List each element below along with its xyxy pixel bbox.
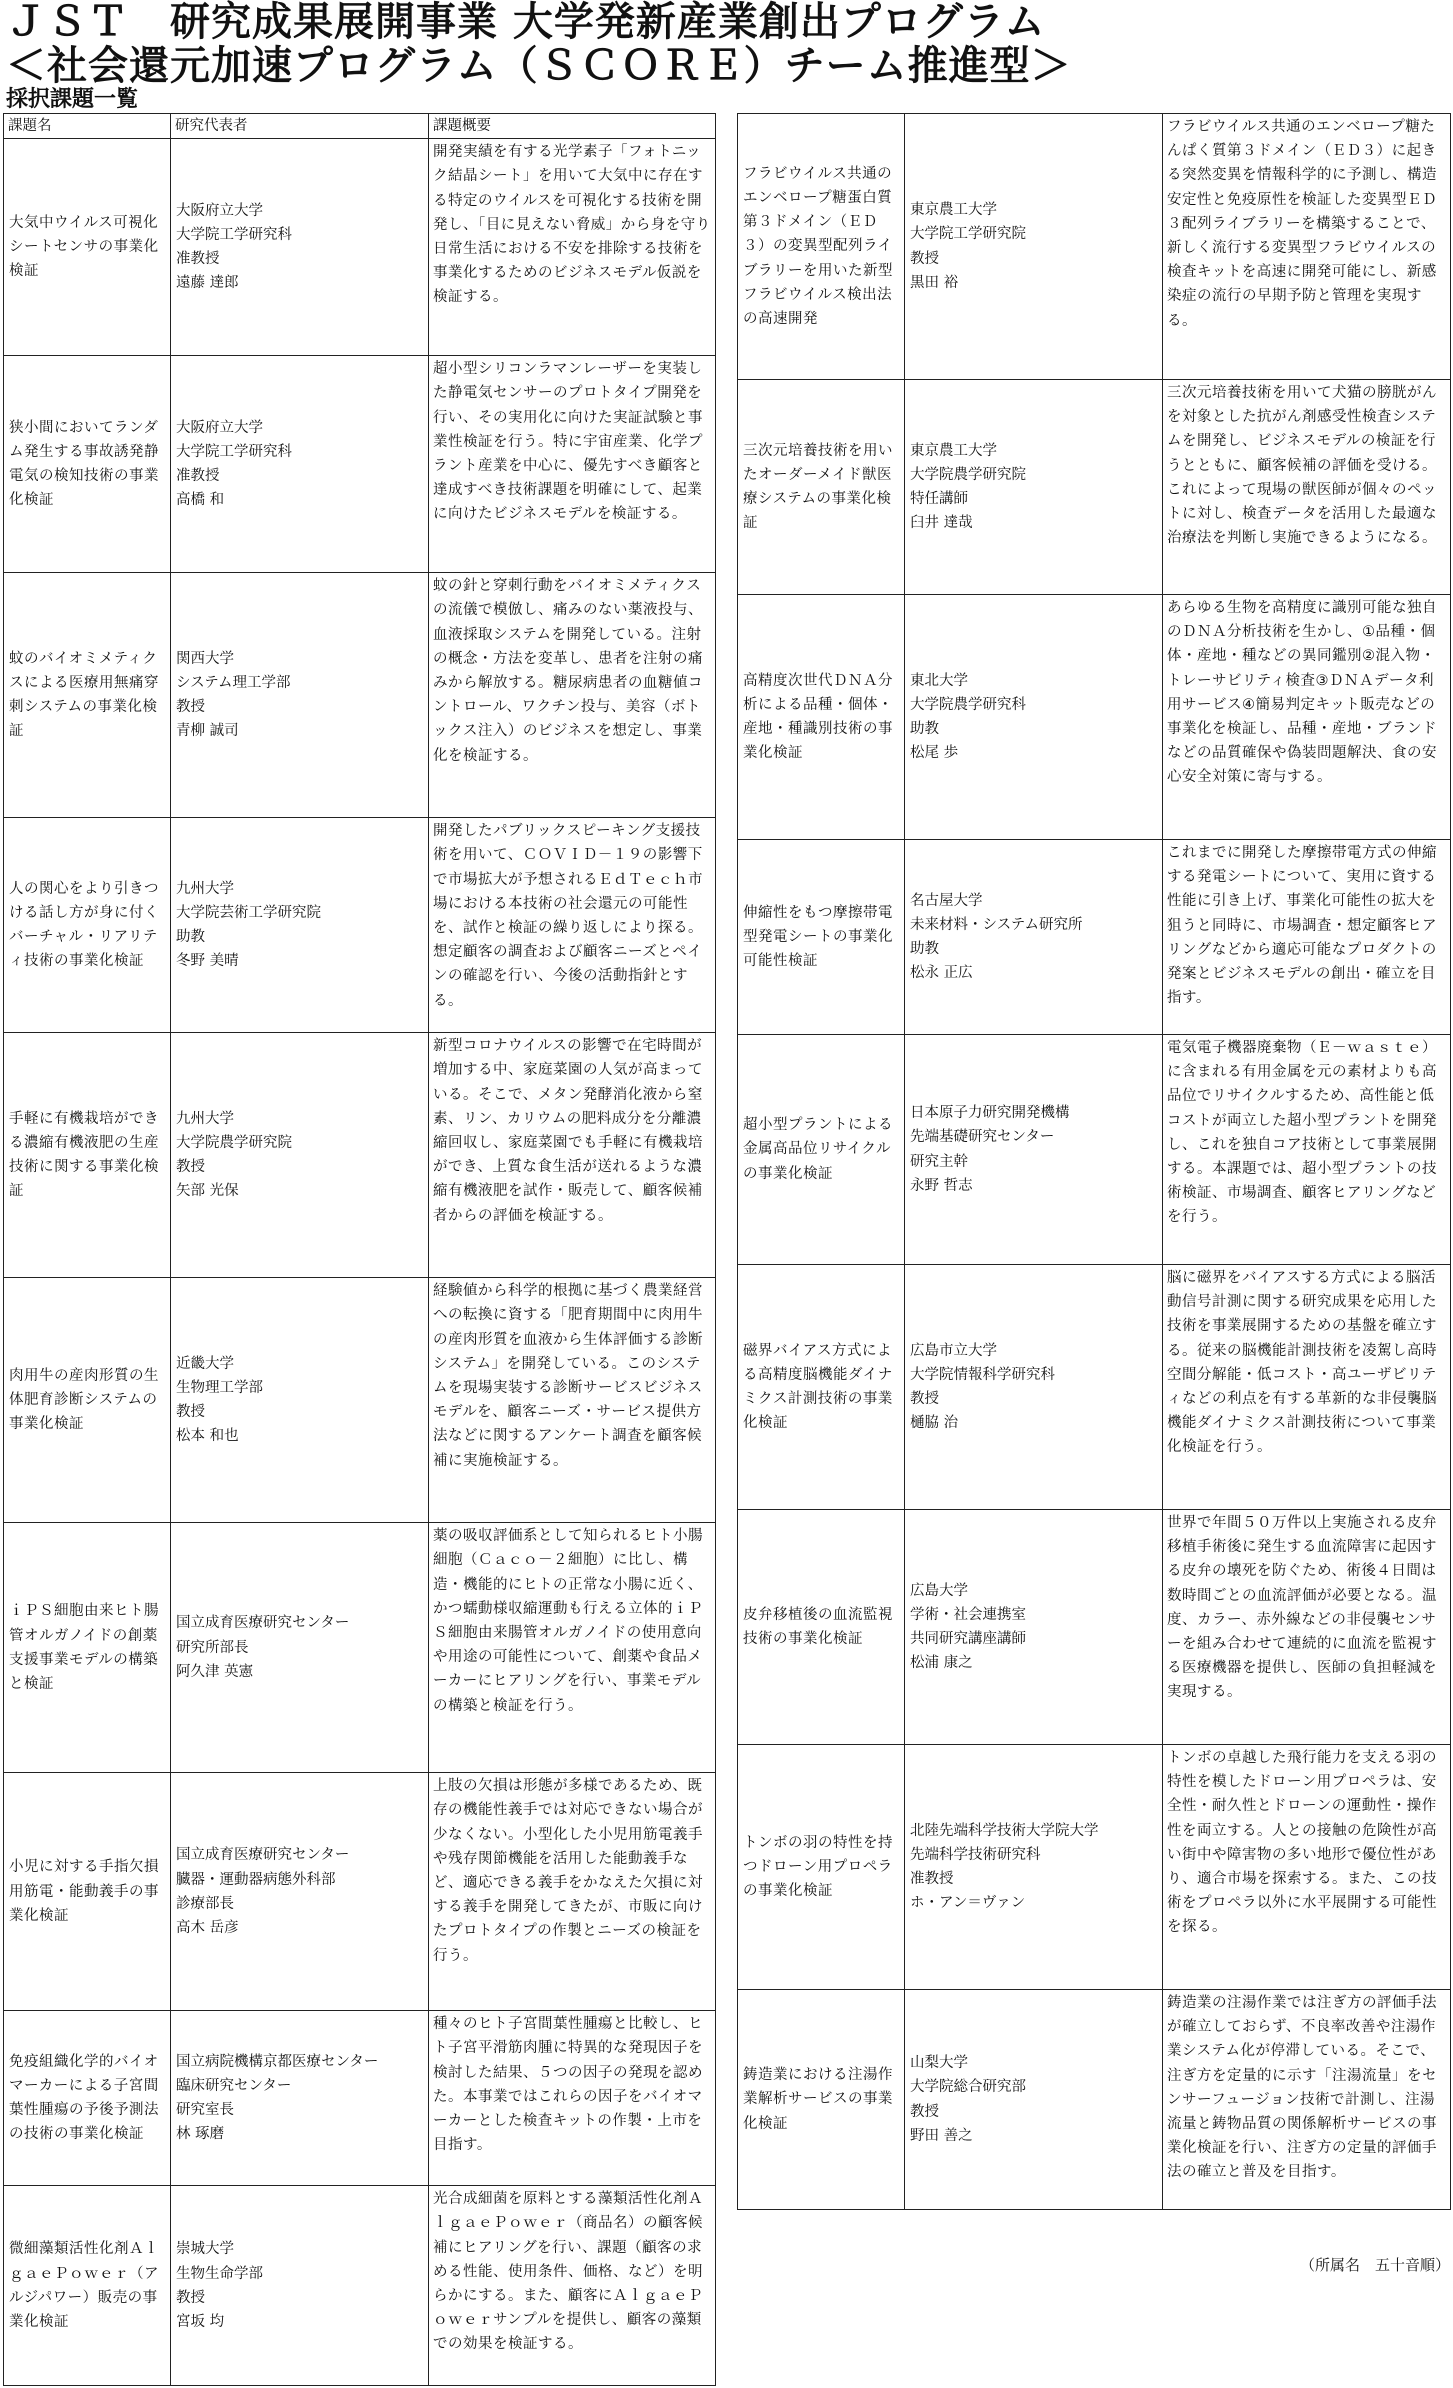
project-title-cell: 三次元培養技術を用いたオーダーメイド獣医療システムの事業化検証 <box>738 380 905 595</box>
representative-line: システム理工学部 <box>176 675 291 691</box>
summary-cell: 薬の吸収評価系として知られるヒト小腸細胞（Ｃａｃｏ－２細胞）に比し、構造・機能的にヒトの正常な小腸に近く、かつ蠕動様収縮運動も行える立体的ｉＰＳ細胞由来腸管オルガノイドの使用意向や用途の可能性について、創薬や食品メーカーにヒアリングを行い、事業モデルの構築と検証を行う。 <box>429 1523 716 1773</box>
summary-cell: 三次元培養技術を用いて犬猫の膀胱がんを対象とした抗がん剤感受性検査システムを開発し、ビジネスモデルの検証を行うとともに、顧客候補の評価を受ける。これによって現場の獣医師が個々のペットに対し、検査データを活用した最適な治療法を判断し実施できるようになる。 <box>1163 380 1451 595</box>
representative-cell <box>905 380 1163 595</box>
representative-cell <box>171 818 429 1033</box>
project-title-cell: 微細藻類活性化剤ＡｌｇａｅＰｏｗｅｒ（アルジパワー）販売の事業化検証 <box>4 2186 171 2386</box>
representative-line: 高橋 和 <box>176 492 225 509</box>
project-title-cell: 免疫組織化学的バイオマーカーによる子宮間葉性腫瘍の予後予測法の技術の事業化検証 <box>4 2011 171 2186</box>
representative-line: 助教 <box>176 929 205 946</box>
list-subtitle: 採択課題一覧 <box>6 87 139 112</box>
title-line-2: ＜社会還元加速プログラム（ＳＣＯＲＥ）チーム推進型＞ <box>6 43 1072 89</box>
representative-cell <box>905 114 1163 380</box>
representative-line: 教授 <box>176 1159 205 1176</box>
summary-cell: 光合成細菌を原料とする藻類活性化剤ＡｌｇａｅＰｏｗｅｒ（商品名）の顧客候補にヒアリングを行い、課題（顧客の求める性能、使用条件、価格、など）を明らかにする。また、顧客にＡｌｇａｅＰｏｗｅｒサンプルを提供し、顧客の藻類での効果を検証する。 <box>429 2186 716 2386</box>
summary-cell: 鋳造業の注湯作業では注ぎ方の評価手法が確立しておらず、不良率改善や注湯作業システム化が停滞している。そこで、注ぎ方を定量的に示す「注湯流量」をセンサーフュージョン技術で計測し、注湯流量と鋳物品質の関係解析サービスの事業化検証を行い、注ぎ方の定量的評価手法の確立と普及を目指す。 <box>1163 1990 1451 2210</box>
footer-note: （所属名 五十音順） <box>1300 2256 1451 2274</box>
summary-cell: これまでに開発した摩擦帯電方式の伸縮する発電シートについて、実用に資する性能に引き上げ、事業化可能性の拡大を狙うと同時に、市場調査・想定顧客ヒアリングなどから適応可能なプロダクトの発案とビジネスモデルの創出・確立を目指す。 <box>1163 840 1451 1035</box>
representative-line: 教授 <box>910 1391 939 1407</box>
representative-cell <box>171 573 429 818</box>
table-row <box>738 1035 1451 1265</box>
representative-line: 教授 <box>176 699 205 716</box>
representative-cell <box>171 1523 429 1773</box>
project-title-cell: 高精度次世代ＤＮＡ分析による品種・個体・産地・種識別技術の事業化検証 <box>738 595 905 840</box>
representative-line: 東京農工大学 <box>910 442 997 459</box>
table-row <box>4 818 716 1033</box>
representative-line: 広島市立大学 <box>910 1342 997 1359</box>
project-title-cell: 小児に対する手指欠損用筋電・能動義手の事業化検証 <box>4 1773 171 2011</box>
summary-cell: あらゆる生物を高精度に識別可能な独自のＤＮＡ分析技術を生かし、①品種・個体・産地・種などの異同鑑別②混入物・トレーサビリティ検査③ＤＮＡデータ利用サービス④簡易判定キット販売などの事業化を検証し、品種・産地・ブランドなどの品質確保や偽装問題解決、食の安心安全対策に寄与する。 <box>1163 595 1451 840</box>
representative-line: 生物理工学部 <box>176 1380 263 1396</box>
table-row <box>738 1510 1451 1745</box>
representative-line: 永野 哲志 <box>910 1177 973 1194</box>
table-row <box>4 2011 716 2186</box>
project-title-cell: ｉＰＳ細胞由来ヒト腸管オルガノイドの創薬支援事業モデルの構築と検証 <box>4 1523 171 1773</box>
table-row <box>4 1033 716 1278</box>
table-row <box>4 1278 716 1523</box>
summary-cell: 蚊の針と穿刺行動をバイオミメティクスの流儀で模倣し、痛みのない薬液投与、血液採取システムを開発している。注射の概念・方法を変革し、患者を注射の痛みから解放する。糖尿病患者の血糖値コントロール、ワクチン投与、美容（ボトックス注入）のビジネスを想定し、事業化を検証する。 <box>429 573 716 818</box>
representative-line: 共同研究講座講師 <box>910 1631 1026 1647</box>
summary-cell: フラビウイルス共通のエンベロープ糖たんぱく質第３ドメイン（ＥＤ３）に起きる突然変異を情報科学的に予測し、構造安定性と免疫原性を検証した変異型ＥＤ３配列ライブラリーを構築することで、新しく流行する変異型フラビウイルスの検査キットを高速に開発可能にし、新感染症の流行の早期予防と管理を実現する。 <box>1163 114 1451 380</box>
representative-line: 国立成育医療研究センター <box>176 1847 350 1864</box>
representative-line: 名古屋大学 <box>910 892 983 909</box>
table-row <box>4 139 716 356</box>
project-title-cell: 皮弁移植後の血流監視技術の事業化検証 <box>738 1510 905 1745</box>
representative-line: 研究主幹 <box>910 1153 968 1170</box>
representative-line: 林 琢磨 <box>176 2126 225 2143</box>
summary-cell: 世界で年間５０万件以上実施される皮弁移植手術後に発生する血流障害に起因する皮弁の壊死を防ぐため、術後４日間は数時間ごとの血流評価が必要となる。温度、カラー、赤外線などの非侵襲センサーを組み合わせて連続的に血流を監視する医療機器を提供し、医師の負担軽減を実現する。 <box>1163 1510 1451 1745</box>
representative-cell <box>905 840 1163 1035</box>
representative-line: 大学院農学研究院 <box>910 466 1026 483</box>
project-title-cell: トンボの羽の特性を持つドローン用プロペラの事業化検証 <box>738 1745 905 1990</box>
table-row <box>4 573 716 818</box>
representative-line: 国立病院機構京都医療センター <box>176 2053 379 2070</box>
representative-line: 山梨大学 <box>910 2055 968 2072</box>
representative-line: 日本原子力研究開発機構 <box>910 1105 1070 1122</box>
project-title-cell: 超小型プラントによる金属高品位リサイクルの事業化検証 <box>738 1035 905 1265</box>
representative-line: 研究室長 <box>176 2102 234 2119</box>
representative-line: 教授 <box>176 1404 205 1421</box>
table-row <box>738 380 1451 595</box>
project-title-cell: フラビウイルス共通のエンベロープ糖蛋白質第３ドメイン（ＥＤ３）の変異型配列ライブラリーを用いた新型フラビウイルス検出法の高速開発 <box>738 114 905 380</box>
summary-cell: 種々のヒト子宮間葉性腫瘍と比較し、ヒト子宮平滑筋肉腫に特異的な発現因子を検討した結果、５つの因子の発現を認めた。本事業ではこれらの因子をバイオマーカーとした検査キットの作製・上市を目指す。 <box>429 2011 716 2186</box>
table-row <box>4 356 716 573</box>
representative-cell <box>905 1510 1163 1745</box>
representative-line: 青柳 誠司 <box>176 723 239 740</box>
representative-line: ホ・アン＝ヴァン <box>910 1895 1026 1912</box>
table-row <box>4 2186 716 2386</box>
project-table-right <box>737 113 1451 2210</box>
representative-line: 高木 岳彦 <box>176 1919 239 1936</box>
representative-line: 黒田 裕 <box>910 274 959 291</box>
representative-line: 診療部長 <box>176 1895 234 1912</box>
representative-line: 准教授 <box>176 468 220 485</box>
representative-line: 教授 <box>176 2289 205 2306</box>
representative-line: 松尾 歩 <box>910 745 959 762</box>
representative-line: 大学院情報科学研究科 <box>910 1366 1055 1383</box>
representative-line: 矢部 光保 <box>176 1183 239 1200</box>
representative-line: 崇城大学 <box>176 2241 234 2258</box>
table-row <box>4 1523 716 1773</box>
representative-line: 大学院工学研究院 <box>910 226 1026 243</box>
project-title-cell: 大気中ウイルス可視化シートセンサの事業化検証 <box>4 139 171 356</box>
representative-line: 大学院芸術工学研究院 <box>176 905 321 921</box>
table-row <box>738 595 1451 840</box>
representative-line: 遠藤 達郎 <box>176 275 239 292</box>
representative-line: 生物生命学部 <box>176 2265 263 2282</box>
summary-cell: 超小型シリコンラマンレーザーを実装した静電気センサーのプロトタイプ開発を行い、その実用化に向けた実証試験と事業性検証を行う。特に宇宙産業、化学プラント産業を中心に、優先すべき顧客と達成すべき技術課題を明確にして、起業に向けたビジネスモデルを検証する。 <box>429 356 716 573</box>
representative-line: 阿久津 英憲 <box>176 1663 254 1680</box>
representative-line: 教授 <box>910 2103 939 2120</box>
representative-line: 北陸先端科学技術大学院大学 <box>910 1822 1099 1839</box>
column-header-title: 課題名 <box>4 114 171 139</box>
representative-line: 大阪府立大学 <box>176 419 263 436</box>
representative-line: 先端基礎研究センター <box>910 1129 1055 1146</box>
project-title-cell: 伸縮性をもつ摩擦帯電型発電シートの事業化可能性検証 <box>738 840 905 1035</box>
representative-line: 国立成育医療研究センター <box>176 1615 350 1632</box>
representative-line: 松本 和也 <box>176 1428 239 1445</box>
representative-line: 大学院農学研究院 <box>176 1135 292 1151</box>
summary-cell: 上肢の欠損は形態が多様であるため、既存の機能性義手では対応できない場合が少なくない。小型化した小児用筋電義手や残存関節機能を活用した能動義手など、適応できる義手をかなえた欠損に対する義手を開発してきたが、市販に向けたプロトタイプの作製とニーズの検証を行う。 <box>429 1773 716 2011</box>
representative-line: 大学院農学研究科 <box>910 696 1026 713</box>
project-title-cell: 手軽に有機栽培ができる濃縮有機液肥の生産技術に関する事業化検証 <box>4 1033 171 1278</box>
representative-line: 関西大学 <box>176 650 234 667</box>
project-title-cell: 肉用牛の産肉形質の生体肥育診断システムの事業化検証 <box>4 1278 171 1523</box>
representative-line: 松浦 康之 <box>910 1655 973 1672</box>
summary-cell: 新型コロナウイルスの影響で在宅時間が増加する中、家庭菜園の人気が高まっている。そこで、メタン発酵消化液から窒素、リン、カリウムの肥料成分を分離濃縮回収し、家庭菜園でも手軽に有機栽培ができ、上質な食生活が送れるような濃縮有機液肥を試作・販売して、顧客候補者からの評価を検証する。 <box>429 1033 716 1278</box>
representative-line: 臓器・運動器病態外科部 <box>176 1871 336 1888</box>
representative-line: 先端科学技術研究科 <box>910 1846 1041 1863</box>
summary-cell: 経験値から科学的根拠に基づく農業経営への転換に資する「肥育期間中に肉用牛の産肉形質を血液から生体評価する診断システム」を開発している。このシステムを現場実装する診断サービスビジネスモデルを、顧客ニーズ・サービス提供方法などに関するアンケート調査を顧客候補に実施検証する。 <box>429 1278 716 1523</box>
representative-cell <box>171 2186 429 2386</box>
representative-line: 野田 善之 <box>910 2127 973 2144</box>
representative-line: 助教 <box>910 941 939 957</box>
summary-cell: 開発したパブリックスピーキング支援技術を用いて、ＣＯＶＩＤ－１９の影響下で市場拡大が予想されるＥｄＴｅｃｈ市場における本技術の社会還元の可能性を、試作と検証の繰り返しにより探る。想定顧客の調査および顧客ニーズとペインの確認を行い、今後の活動指針とする。 <box>429 818 716 1033</box>
project-title-cell: 鋳造業における注湯作業解析サービスの事業化検証 <box>738 1990 905 2210</box>
column-header-representative: 研究代表者 <box>171 114 429 139</box>
representative-cell <box>905 1745 1163 1990</box>
representative-line: 大阪府立大学 <box>176 202 263 219</box>
representative-line: 近畿大学 <box>176 1355 234 1372</box>
summary-cell: 脳に磁界をバイアスする方式による脳活動信号計測に関する研究成果を応用した技術を事業展開するための基盤を確立する。従来の脳機能計測技術を凌駕し高時空間分解能・低コスト・高ユーザビリティなどの利点を有する革新的な非侵襲脳機能ダイナミクス計測技術について事業化検証を行う。 <box>1163 1265 1451 1510</box>
representative-line: 松永 正広 <box>910 965 973 982</box>
representative-line: 大学院総合研究部 <box>910 2079 1026 2096</box>
table-row <box>4 1773 716 2011</box>
representative-cell <box>905 1265 1163 1510</box>
table-row <box>738 1990 1451 2210</box>
representative-line: 准教授 <box>176 251 220 268</box>
representative-line: 大学院工学研究科 <box>176 227 292 243</box>
representative-cell <box>905 595 1163 840</box>
table-row <box>738 1745 1451 1990</box>
summary-cell: 開発実績を有する光学素子「フォトニック結晶シート」を用いて大気中に存在する特定のウイルスを可視化する技術を開発し、「目に見えない脅威」から身を守り日常生活における不安を排除する技術を事業化するためのビジネスモデル仮説を検証する。 <box>429 139 716 356</box>
table-row <box>738 114 1451 380</box>
project-title-cell: 磁界バイアス方式による高精度脳機能ダイナミクス計測技術の事業化検証 <box>738 1265 905 1510</box>
representative-line: 学術・社会連携室 <box>910 1606 1026 1623</box>
representative-cell <box>171 1033 429 1278</box>
representative-cell <box>905 1990 1163 2210</box>
summary-cell: 電気電子機器廃棄物（Ｅ－ｗａｓｔｅ）に含まれる有用金属を元の素材よりも高品位でリサイクルするため、高性能と低コストが両立した超小型プラントを開発し、これを独自コア技術として事業展開する。本課題では、超小型プラントの技術検証、市場調査、顧客ヒアリングなどを行う。 <box>1163 1035 1451 1265</box>
representative-line: 九州大学 <box>176 880 234 897</box>
representative-line: 九州大学 <box>176 1110 234 1127</box>
project-table-left <box>3 113 716 2386</box>
representative-line: 研究所部長 <box>176 1639 249 1656</box>
representative-line: 大学院工学研究科 <box>176 444 292 460</box>
representative-cell <box>171 139 429 356</box>
table-row <box>738 840 1451 1035</box>
representative-line: 宮坂 均 <box>176 2313 225 2330</box>
representative-cell <box>171 2011 429 2186</box>
representative-cell <box>171 1773 429 2011</box>
title-line-1: ＪＳＴ 研究成果展開事業 大学発新産業創出プログラム <box>6 0 1046 45</box>
representative-line: 特任講師 <box>910 491 968 507</box>
representative-line: 東北大学 <box>910 672 968 689</box>
representative-line: 臼井 達哉 <box>910 515 973 532</box>
page-title <box>6 0 1406 88</box>
summary-cell: トンボの卓越した飛行能力を支える羽の特性を模したドローン用プロペラは、安全性・耐久性とドローンの運動性・操作性を両立する。人との接触の危険性が高い街中や障害物の多い地形で優位性があり、適合市場を探索する。また、この技術をプロペラ以外に水平展開する可能性を探る。 <box>1163 1745 1451 1990</box>
representative-line: 広島大学 <box>910 1582 968 1599</box>
representative-line: 冬野 美晴 <box>176 953 239 970</box>
representative-line: 未来材料・システム研究所 <box>910 916 1083 933</box>
representative-cell <box>171 1278 429 1523</box>
representative-line: 教授 <box>910 250 939 267</box>
representative-line: 助教 <box>910 721 939 737</box>
table-header-row <box>4 114 716 139</box>
column-header-summary: 課題概要 <box>429 114 716 139</box>
project-title-cell: 狭小間においてランダム発生する事故誘発静電気の検知技術の事業化検証 <box>4 356 171 573</box>
table-row <box>738 1265 1451 1510</box>
project-title-cell: 人の関心をより引きつける話し方が身に付くバーチャル・リアリティ技術の事業化検証 <box>4 818 171 1033</box>
representative-line: 東京農工大学 <box>910 202 997 219</box>
representative-cell <box>171 356 429 573</box>
project-title-cell: 蚊のバイオミメティクスによる医療用無痛穿刺システムの事業化検証 <box>4 573 171 818</box>
representative-cell <box>905 1035 1163 1265</box>
representative-line: 樋脇 治 <box>910 1415 959 1432</box>
representative-line: 准教授 <box>910 1871 954 1887</box>
representative-line: 臨床研究センター <box>176 2078 292 2094</box>
